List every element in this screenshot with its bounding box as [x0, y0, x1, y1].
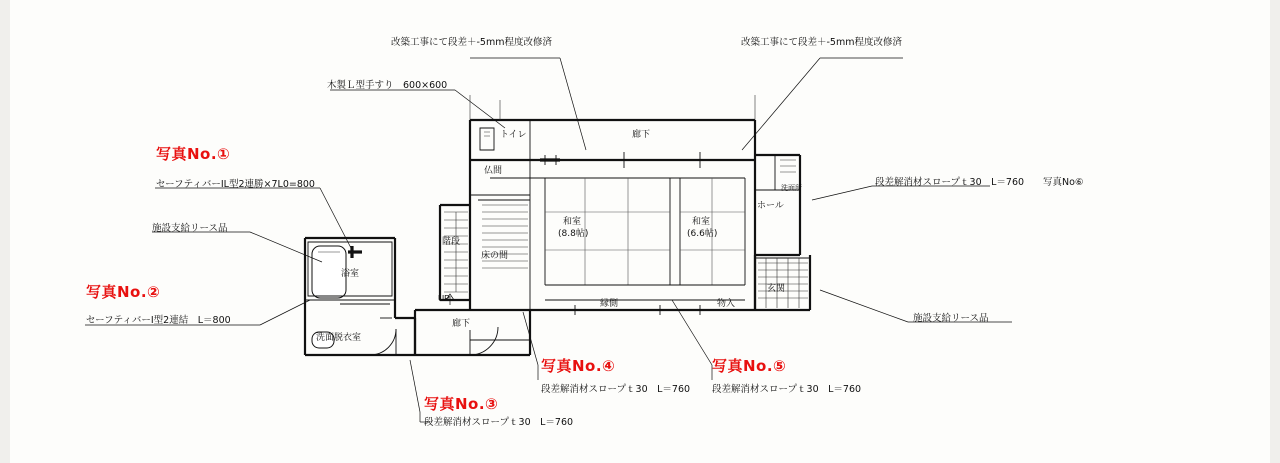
room-label-toilet: トイレ	[500, 130, 527, 140]
photo-marker-no6: 写真No⑥	[1043, 177, 1084, 188]
room-label-engawa: 縁側	[600, 299, 619, 309]
room-label-hall: ホール	[757, 201, 784, 211]
photo-note-no4: 段差解消材スロープｔ30 L＝760	[541, 384, 691, 395]
room-area-washitsu-66: (6.6帖)	[687, 229, 718, 239]
room-label-monoire: 物入	[717, 299, 736, 309]
photo-marker-no2: 写真No.②	[86, 283, 161, 301]
room-area-washitsu-88: (8.8帖)	[558, 229, 589, 239]
room-label-tokonoma: 床の間	[481, 251, 509, 261]
room-label-butsuma: 仏間	[484, 166, 503, 176]
annotation-slope-right: 段差解消材スロープｔ30 L＝760	[875, 177, 1025, 188]
photo-note-no3: 段差解消材スロープｔ30 L＝760	[424, 417, 574, 428]
room-label-corridor-top: 廊下	[632, 130, 651, 140]
annotation-kaichiku-left: 改築工事にて段差＋-5mm程度改修済	[391, 37, 552, 48]
photo-note-no5: 段差解消材スロープｔ30 L＝760	[712, 384, 862, 395]
photo-marker-no1: 写真No.①	[156, 145, 231, 163]
annotation-lease-left: 施設支給リース品	[152, 223, 228, 234]
room-label-bath: 浴室	[341, 269, 360, 279]
annotation-lease-right: 施設支給リース品	[913, 313, 989, 324]
room-label-up: UP	[438, 293, 450, 303]
room-label-washitsu-66: 和室	[692, 217, 711, 227]
photo-note-no2: セーフティバーⅠ型2連結 L＝800	[86, 315, 231, 326]
room-label-washroom: 洗面脱衣室	[316, 333, 362, 343]
room-label-small-right: 洗面所	[781, 184, 802, 192]
room-label-washitsu-88: 和室	[563, 217, 582, 227]
annotation-kaichiku-right: 改築工事にて段差＋-5mm程度改修済	[741, 37, 902, 48]
room-label-genkan: 玄関	[767, 284, 786, 294]
room-label-kaidan: 階段	[442, 237, 461, 247]
annotation-wood-handrail: 木製Ｌ型手すり 600×600	[327, 80, 448, 91]
photo-marker-no5: 写真No.⑤	[712, 357, 787, 375]
room-label-corridor-bottom: 廊下	[452, 319, 471, 329]
photo-marker-no3: 写真No.③	[424, 395, 499, 413]
photo-note-no1: セーフティバーⅠL型2連勝×7L0=800	[156, 179, 315, 190]
photo-marker-no4: 写真No.④	[541, 357, 616, 375]
